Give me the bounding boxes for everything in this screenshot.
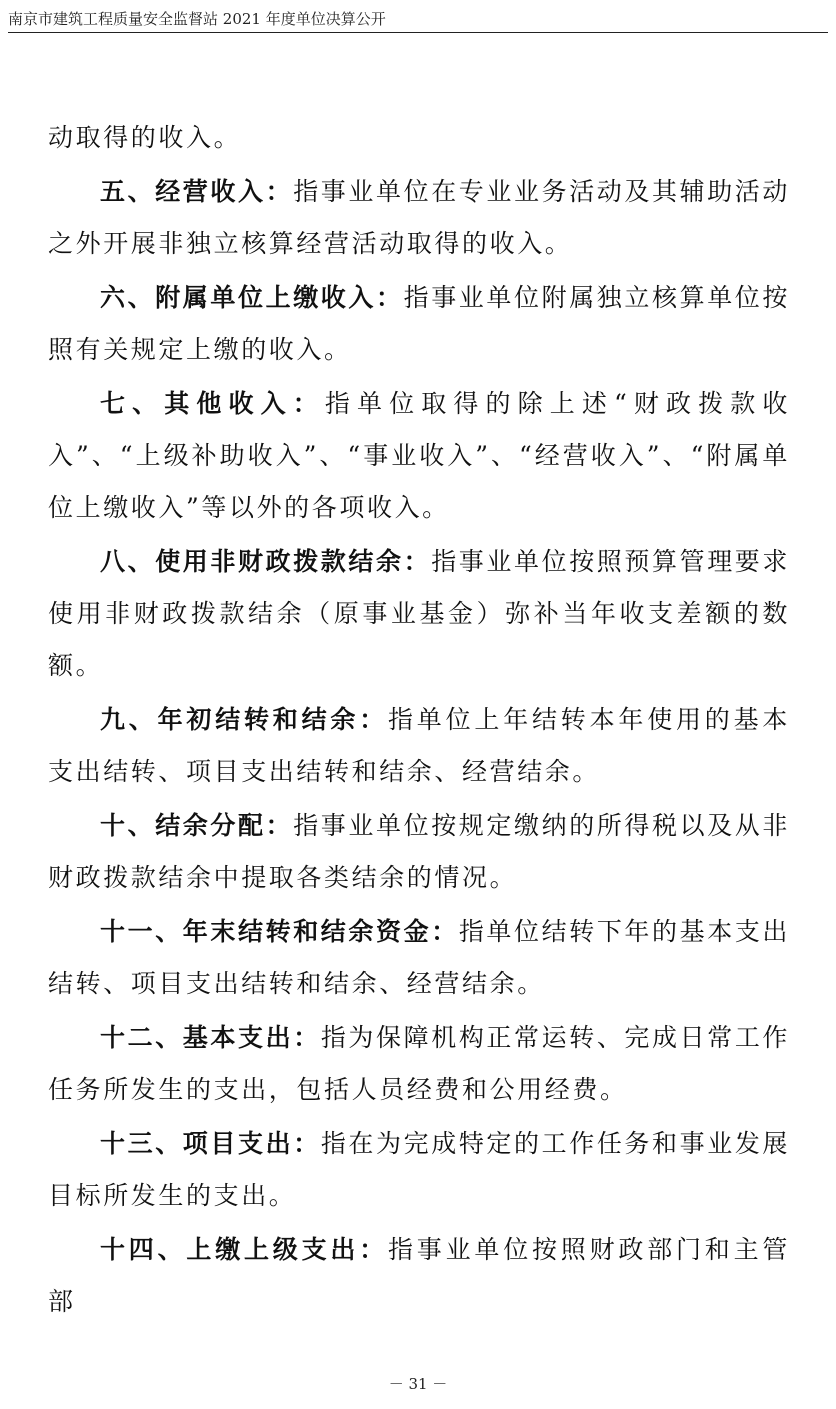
document-body <box>48 112 790 1328</box>
definition-opening-carryover <box>48 694 790 798</box>
term-label: 十三、项目支出： <box>100 1129 321 1158</box>
term-label: 五、经营收入： <box>100 177 294 206</box>
term-definition: 指单位上年结转本年使用的基本支出结转、项目支出结转和结余、经营结余。 <box>48 705 790 786</box>
term-label: 七、其他收入： <box>100 389 325 418</box>
term-definition: 指在为完成特定的工作任务和事业发展目标所发生的支出。 <box>48 1129 791 1210</box>
page-footer <box>0 1374 836 1394</box>
term-definition: 指事业单位在专业业务活动及其辅助活动之外开展非独立核算经营活动取得的收入。 <box>48 177 791 258</box>
page-header <box>8 8 828 33</box>
definition-payment-to-superior <box>48 1224 790 1328</box>
term-definition: 指为保障机构正常运转、完成日常工作任务所发生的支出，包括人员经费和公用经费。 <box>48 1023 791 1104</box>
paragraph-text: 动取得的收入。 <box>48 123 242 152</box>
definition-closing-carryover <box>48 906 790 1010</box>
term-definition: 指事业单位按照财政部门和主管部 <box>48 1235 790 1316</box>
definition-non-fiscal-surplus-use <box>48 536 790 692</box>
term-label: 十二、基本支出： <box>100 1023 321 1052</box>
definition-operating-income <box>48 166 790 270</box>
definition-basic-expenditure <box>48 1012 790 1116</box>
term-definition: 指事业单位附属独立核算单位按照有关规定上缴的收入。 <box>48 283 791 364</box>
term-definition: 指单位取得的除上述“财政拨款收入”、“上级补助收入”、“事业收入”、“经营收入”、“附属单位上缴收入”等以外的各项收入。 <box>48 389 790 522</box>
definition-other-income <box>48 378 790 534</box>
term-definition: 指单位结转下年的基本支出结转、项目支出结转和结余、经营结余。 <box>48 917 791 998</box>
term-label: 九、年初结转和结余： <box>100 705 388 734</box>
continuation-paragraph <box>48 112 790 164</box>
page-number: － 31 － <box>388 1375 448 1393</box>
term-label: 六、附属单位上缴收入： <box>100 283 404 312</box>
definition-affiliated-unit-income <box>48 272 790 376</box>
term-label: 十四、上缴上级支出： <box>100 1235 388 1264</box>
header-title: 南京市建筑工程质量安全监督站 2021 年度单位决算公开 <box>8 10 386 28</box>
term-label: 八、使用非财政拨款结余： <box>100 547 432 576</box>
term-label: 十一、年末结转和结余资金： <box>100 917 459 946</box>
term-label: 十、结余分配： <box>100 811 294 840</box>
term-definition: 指事业单位按照预算管理要求使用非财政拨款结余（原事业基金）弥补当年收支差额的数额。 <box>48 547 791 680</box>
definition-surplus-distribution <box>48 800 790 904</box>
definition-project-expenditure <box>48 1118 790 1222</box>
term-definition: 指事业单位按规定缴纳的所得税以及从非财政拨款结余中提取各类结余的情况。 <box>48 811 791 892</box>
